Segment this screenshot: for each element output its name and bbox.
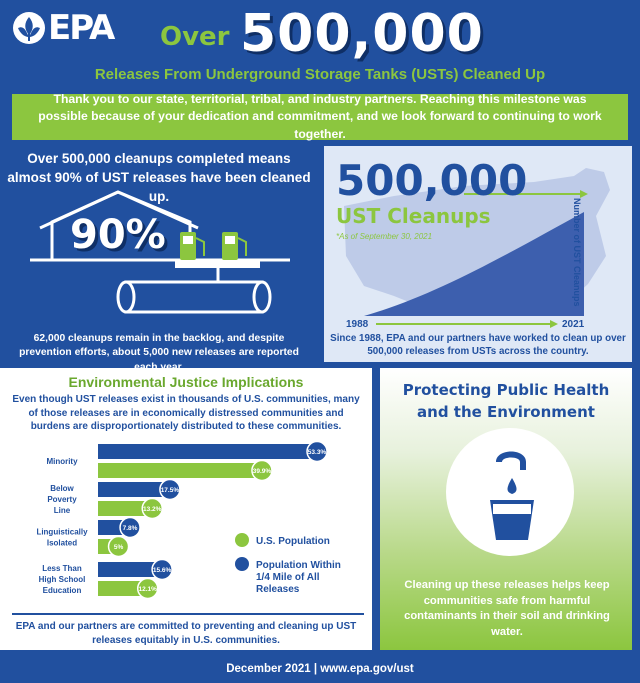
headline-number: 500,000: [240, 4, 484, 64]
legend-swatch: [235, 533, 249, 547]
category-label: Less Than: [42, 564, 82, 573]
bar-value-label: 7.8%: [122, 525, 138, 532]
legend-label: Population Within: [256, 560, 341, 571]
category-label: Minority: [46, 457, 78, 466]
legend-swatch: [235, 557, 249, 571]
divider: [12, 613, 364, 615]
bar-value-label: 17.5%: [160, 487, 180, 494]
epa-logo[interactable]: [12, 10, 116, 46]
header: [0, 0, 640, 88]
as-of-note: *As of September 30, 2021: [336, 232, 433, 241]
faucet-glass-icon: [446, 428, 574, 556]
legend-label: 1/4 Mile of All: [256, 572, 320, 583]
category-label: Below: [50, 484, 74, 493]
bar-value-label: 13.2%: [143, 506, 162, 513]
legend-label: U.S. Population: [256, 536, 330, 547]
start-year: 1988: [346, 319, 369, 330]
category-label: Linguistically: [36, 527, 88, 537]
bar-value-label: 53.3%: [307, 449, 327, 456]
health-title: [380, 380, 632, 424]
cleanup-label: UST Cleanups: [336, 204, 491, 228]
bar: [98, 463, 262, 478]
bar-value-label: 12.1%: [138, 586, 157, 593]
end-year: 2021: [562, 319, 585, 330]
over-label: Over: [160, 22, 230, 52]
category-label: Line: [53, 506, 71, 515]
fuel-pump-icon: [180, 232, 204, 260]
public-health-panel: [380, 368, 632, 650]
category-label: Poverty: [47, 495, 77, 504]
banner-text: Thank you to our state, territorial, tribal, and industry partners. Reaching this milestone was possible because of your dedication and commitment, and we look forward to continuing to work together.: [38, 92, 602, 141]
cleanup-growth-panel: [324, 146, 632, 362]
ej-footer: EPA and our partners are committed to preventing and cleaning up UST releases equitably in U.S. communities.: [15, 621, 357, 646]
arrow-right-icon-2: [550, 320, 558, 328]
bar-value-label: 39.9%: [252, 468, 272, 475]
category-label: High School: [38, 575, 86, 584]
health-title-line1: Protecting Public Health: [402, 381, 610, 399]
category-label: Isolated: [46, 538, 78, 548]
ej-body: Even though UST releases exist in thousands of U.S. communities, many of those releases are in economically distressed communities and burdens are disproportionately distributed to these communities.: [12, 394, 360, 432]
bar-value-label: 15.6%: [152, 567, 172, 574]
water-icon-circle: [446, 428, 574, 556]
logo-text: EPA: [48, 8, 114, 48]
cleanup-percent-panel: [0, 146, 318, 362]
thank-you-banner: [12, 94, 628, 140]
bar: [98, 444, 317, 459]
health-body: Cleaning up these releases helps keep communities safe from harmful contaminants in their soil and drinking water.: [404, 579, 610, 639]
cleanup-count: 500,000: [336, 156, 528, 205]
epa-flower-icon: [12, 11, 46, 45]
legend-label: Releases: [256, 584, 300, 595]
footer[interactable]: December 2021 | www.epa.gov/ust: [226, 663, 414, 675]
ej-bar-chart: [0, 368, 372, 650]
health-title-line2: and the Environment: [417, 402, 595, 421]
y-axis-label: Number of UST Cleanups: [572, 198, 582, 307]
page-subtitle: Releases From Underground Storage Tanks (USTs) Cleaned Up: [94, 66, 546, 83]
fuel-pump-icon-2: [222, 232, 246, 260]
category-label: Education: [42, 586, 82, 595]
growth-caption: Since 1988, EPA and our partners have worked to clean up over 500,000 releases from USTs across the country.: [330, 333, 626, 358]
percent-90: 90%: [70, 212, 166, 258]
ej-title: Environmental Justice Implications: [68, 374, 304, 390]
environmental-justice-panel: [0, 368, 372, 650]
bar-value-label: 5%: [113, 544, 124, 551]
backlog-text: 62,000 cleanups remain in the backlog, and despite prevention efforts, about 5,000 new releases are reported: [19, 333, 299, 359]
cleanup-headline: Over 500,000 cleanups completed means almost 90% of UST releases have been cleaned up.: [7, 151, 311, 204]
bar: [98, 482, 170, 497]
